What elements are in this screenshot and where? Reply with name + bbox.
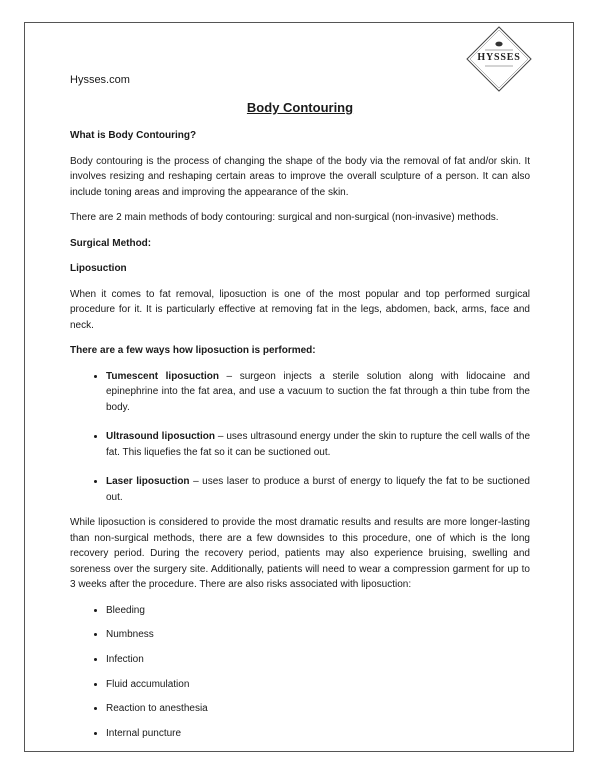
- liposuction-heading: Liposuction: [70, 263, 127, 274]
- method-desc: – uses laser to produce a burst of energy to liquefy the fat to be suctioned out.: [106, 476, 530, 503]
- ways-heading: There are a few ways how liposuction is performed:: [70, 345, 316, 356]
- methods-paragraph: There are 2 main methods of body contouring: surgical and non-surgical (non-invasive) methods.: [70, 212, 499, 223]
- list-item: • Infection: [106, 652, 530, 668]
- list-item: • Bleeding: [106, 603, 530, 619]
- list-item: • Fluid accumulation: [106, 677, 530, 693]
- liposuction-paragraph: When it comes to fat removal, liposuction is one of the most popular and top performed surgical procedure for it. It is particularly effective at removing fat in the legs, abdomen, back, arms, face and neck.: [70, 288, 530, 331]
- page-title: Body Contouring: [246, 100, 354, 115]
- list-item: • Numbness: [106, 627, 530, 643]
- downsides-paragraph: While liposuction is considered to provide the most dramatic results and results are more longer-lasting than non-surgical methods, there are a few downsides to this procedure, one of which is the long recovery period. During the recovery period, patients may also experience bruising, swelling and soreness over the surgery site. Additionally, patients will need to wear a compression garment for up to 3 weeks after the procedure. There are also risks associated with liposuction:: [70, 517, 530, 590]
- list-item: • Reaction to anesthesia: [106, 701, 530, 717]
- risks-list: [70, 603, 530, 742]
- hysses-logo: [465, 25, 533, 93]
- logo-text: HYSSES: [477, 52, 521, 63]
- method-name: Laser liposuction: [106, 476, 190, 487]
- method-desc: – surgeon injects a sterile solution along with lidocaine and epinephrine into the fat area, and use a vacuum to suction the fat through a thin tube from the body.: [106, 370, 530, 413]
- what-is-heading: What is Body Contouring?: [70, 130, 197, 141]
- method-name: Tumescent liposuction: [106, 370, 219, 382]
- intro-paragraph: Body contouring is the process of changing the shape of the body via the removal of fat and/or skin. It involves resizing and reshaping certain areas to improve the overall sculpture of a person. It can also include toning areas and improving the appearance of the skin.: [70, 155, 530, 198]
- list-item: [106, 429, 530, 460]
- methods-list: [70, 369, 530, 506]
- list-item: [106, 369, 530, 416]
- document-body: [70, 100, 530, 751]
- method-desc: – uses ultrasound energy under the skin to rupture the cell walls of the fat. This liquefies the fat so it can be suctioned out.: [106, 431, 531, 458]
- site-name: Hysses.com: [70, 74, 130, 86]
- method-name: Ultrasound liposuction: [106, 431, 215, 442]
- list-item: [106, 474, 530, 505]
- list-item: • Internal puncture: [106, 726, 530, 742]
- surgical-heading: Surgical Method:: [70, 237, 152, 249]
